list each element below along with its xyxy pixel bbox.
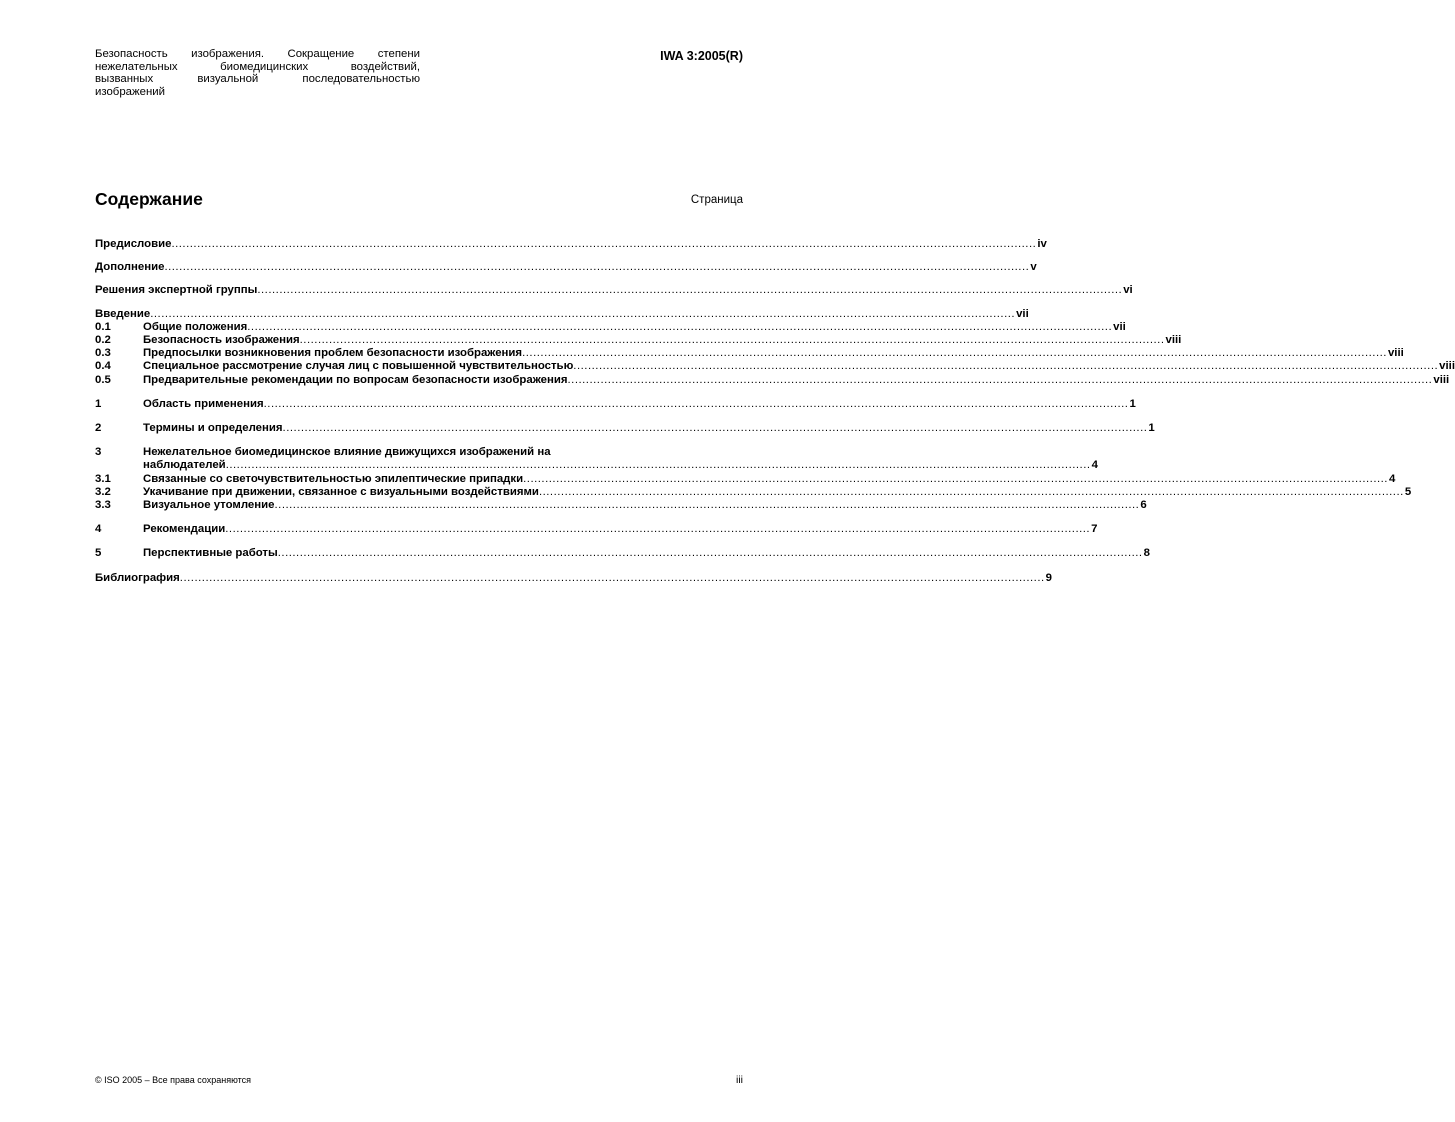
toc-entry-page: iv [1037, 238, 1047, 250]
toc-entry-number: 5 [95, 547, 102, 560]
leader-dots [274, 499, 1139, 512]
toc-entry-page: v [1030, 261, 1037, 274]
leader-dots [264, 398, 1129, 411]
toc-entry-title: Укачивание при движении, связанное с визуальными воздействиями [143, 485, 539, 498]
toc-entry-title: Предисловие [95, 238, 172, 250]
toc-entry-0-4[interactable] [95, 360, 1455, 373]
toc-entry-title: Безопасность изображения [143, 334, 300, 347]
toc-entry-0-2[interactable] [95, 334, 1182, 347]
toc-entry-title: Библиография [95, 571, 180, 584]
toc-entry-title: Область применения [143, 397, 264, 410]
toc-entry-number: 4 [95, 523, 102, 536]
leader-dots [257, 284, 1122, 297]
leader-dots [180, 572, 1045, 585]
leader-dots [226, 459, 1091, 472]
toc-entry-0-5[interactable] [95, 373, 1450, 387]
toc-entry-title: Термины и определения [143, 422, 283, 435]
toc-entry-3[interactable] [95, 446, 1098, 472]
leader-dots [171, 238, 1036, 251]
toc-entry-page: 4 [1091, 459, 1098, 472]
toc-entry-number: 0.1 [95, 320, 111, 333]
toc-entry-title: Общие положения [143, 320, 248, 333]
toc-entry-number: 3 [95, 446, 102, 459]
toc-entry-page: vii [1016, 307, 1029, 320]
leader-dots [523, 473, 1388, 486]
toc-entry-title: Предварительные рекомендации по вопросам безопасности изображения [143, 373, 568, 386]
toc-entry-title: Решения экспертной группы [95, 284, 258, 297]
leader-dots [539, 486, 1404, 499]
toc-entry-page: 1 [1148, 422, 1155, 435]
leader-dots [225, 523, 1090, 536]
toc-entry-supplement[interactable] [95, 261, 1037, 274]
toc-entry-5[interactable] [95, 547, 1150, 560]
toc-entry-page: vi [1123, 284, 1133, 297]
toc-entry-0-1[interactable] [95, 320, 1126, 334]
toc-entry-page: 7 [1091, 523, 1098, 536]
toc-entry-page: 5 [1404, 485, 1412, 498]
toc-entry-number: 3.3 [95, 499, 111, 512]
toc-entry-number: 0.4 [95, 360, 111, 373]
document-title [95, 48, 420, 98]
leader-dots [567, 374, 1432, 387]
footer-page-number: iii [736, 1074, 743, 1086]
toc-heading: Содержание [95, 189, 203, 209]
toc-entry-1[interactable] [95, 397, 1136, 411]
toc-entry-3-2[interactable] [95, 485, 1412, 499]
table-of-contents [95, 238, 1455, 585]
toc-entry-number: 3.2 [95, 485, 111, 498]
toc-entry-number: 2 [95, 422, 102, 435]
toc-entry-foreword[interactable] [95, 238, 1047, 251]
title-line: изображений [95, 85, 165, 98]
toc-entry-title: Визуальное утомление [143, 499, 275, 512]
toc-entry-page: 6 [1140, 499, 1147, 512]
title-line: вызванных визуальной последовательностью [95, 73, 420, 86]
leader-dots [300, 334, 1165, 347]
leader-dots [522, 347, 1387, 360]
toc-entry-title: Связанные со светочувствительностью эпилептические припадки [143, 472, 524, 485]
toc-entry-title: Специальное рассмотрение случая лиц с повышенной чувствительностью [143, 360, 574, 373]
page-column-label: Страница [690, 194, 743, 206]
toc-entry-number: 0.3 [95, 347, 111, 360]
leader-dots [150, 308, 1015, 321]
toc-entry-title: Нежелательное биомедицинское влияние движущихся изображений на [143, 446, 551, 459]
toc-entry-title: Перспективные работы [143, 547, 278, 560]
leader-dots [278, 547, 1143, 560]
toc-entry-page: viii [1165, 334, 1182, 347]
toc-entry-3-1[interactable] [95, 472, 1396, 486]
footer-copyright: © ISO 2005 – Все права сохраняются [95, 1075, 252, 1085]
toc-entry-2[interactable] [95, 422, 1155, 435]
toc-entry-page: vii [1113, 320, 1126, 333]
leader-dots [164, 261, 1029, 274]
toc-entry-3-3[interactable] [95, 499, 1147, 512]
toc-entry-number: 0.5 [95, 373, 111, 386]
toc-entry-page: 4 [1388, 472, 1396, 485]
leader-dots [283, 422, 1148, 435]
title-line: нежелательных биомедицинских воздействий, [95, 60, 420, 73]
toc-entry-bibliography[interactable] [95, 571, 1053, 585]
toc-entry-page: 9 [1045, 571, 1053, 584]
title-line: Безопасность изображения. Сокращение степени [95, 48, 420, 60]
toc-entry-title-continued: наблюдателей [143, 459, 226, 472]
toc-entry-4[interactable] [95, 523, 1098, 536]
toc-entry-title: Дополнение [95, 261, 165, 274]
document-number: IWA 3:2005(R) [660, 49, 743, 63]
toc-entry-title: Рекомендации [143, 523, 226, 536]
toc-entry-page: 8 [1143, 547, 1150, 560]
toc-entry-0-3[interactable] [95, 347, 1404, 360]
toc-entry-page: viii [1433, 373, 1450, 386]
leader-dots [573, 360, 1438, 373]
toc-entry-page: 1 [1129, 397, 1136, 410]
toc-entry-page: viii [1439, 360, 1455, 373]
toc-entry-title: Введение [95, 307, 151, 320]
toc-entry-introduction[interactable] [95, 307, 1029, 321]
toc-entry-title: Предпосылки возникновения проблем безопасности изображения [143, 347, 523, 360]
toc-entry-expert-decisions[interactable] [95, 284, 1133, 297]
toc-entry-page: viii [1387, 347, 1404, 360]
leader-dots [247, 321, 1112, 334]
toc-entry-number: 3.1 [95, 472, 111, 485]
toc-entry-number: 0.2 [95, 334, 111, 347]
toc-entry-number: 1 [95, 397, 102, 410]
